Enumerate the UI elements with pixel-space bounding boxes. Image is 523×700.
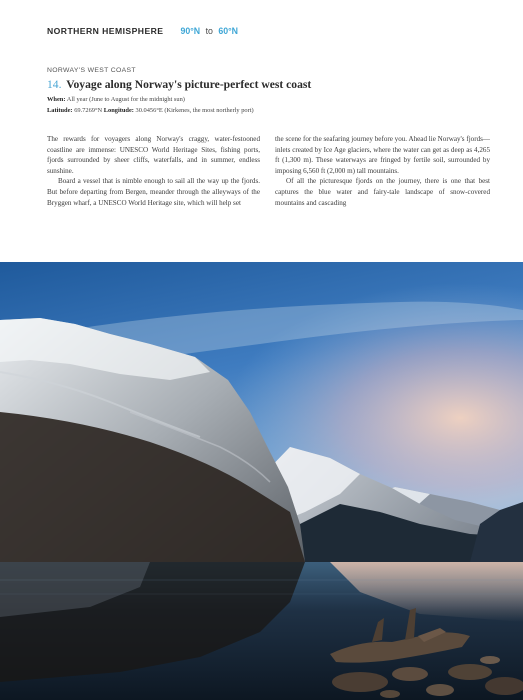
when-value: All year (June to August for the midnight sun)	[66, 96, 185, 103]
when-line	[47, 96, 185, 103]
body-column-left	[47, 134, 260, 208]
paragraph: Of all the picturesque fjords on the journey, there is one that best captures the blue water and fairy-tale landscape of snow-covered mountains and cascading	[275, 177, 490, 207]
longitude-value: 30.0456°E (Kirkenes, the most northerly port)	[135, 107, 254, 114]
hemisphere-label: NORTHERN HEMISPHERE	[47, 26, 164, 36]
paragraph: the scene for the seafaring journey before you. Ahead lie Norway's fjords—inlets created by Ice Age glaciers, where the water can get as deep as 4,265 ft (1,300 m). These waterways are fringed by fertile soil, surrounded by imposing 6,560 ft (2,000 m) tall mountains.	[275, 135, 490, 175]
paragraph: Board a vessel that is nimble enough to sail all the way up the fjords. But before departing from Bergen, meander through the alleyways of the Bryggen wharf, a UNESCO World Heritage site, which will help set	[47, 177, 260, 207]
article-title-text: Voyage along Norway's picture-perfect west coast	[66, 78, 312, 91]
article-number: 14.	[47, 78, 62, 91]
range-from: 90°N	[180, 26, 201, 36]
latitude-range	[180, 26, 238, 36]
range-to: 60°N	[218, 26, 239, 36]
fjord-photo	[0, 262, 523, 700]
range-to-word: to	[205, 26, 213, 36]
longitude-label: Longitude:	[103, 107, 134, 114]
latitude-label: Latitude:	[47, 107, 73, 114]
when-label: When:	[47, 96, 66, 103]
body-column-right	[275, 134, 490, 208]
latitude-value: 69.7269°N	[74, 107, 103, 114]
region-label: NORWAY'S WEST COAST	[47, 67, 136, 74]
coordinates-line	[47, 107, 254, 114]
section-header	[47, 26, 238, 40]
paragraph: The rewards for voyagers along Norway's craggy, water-festooned coastline are immense: UNESCO World Heritage Sites, fishing ports, fjords surrounded by sheer cliffs, waterfalls, and in summer, endless sunshine.	[47, 135, 260, 175]
article-title	[47, 78, 311, 91]
